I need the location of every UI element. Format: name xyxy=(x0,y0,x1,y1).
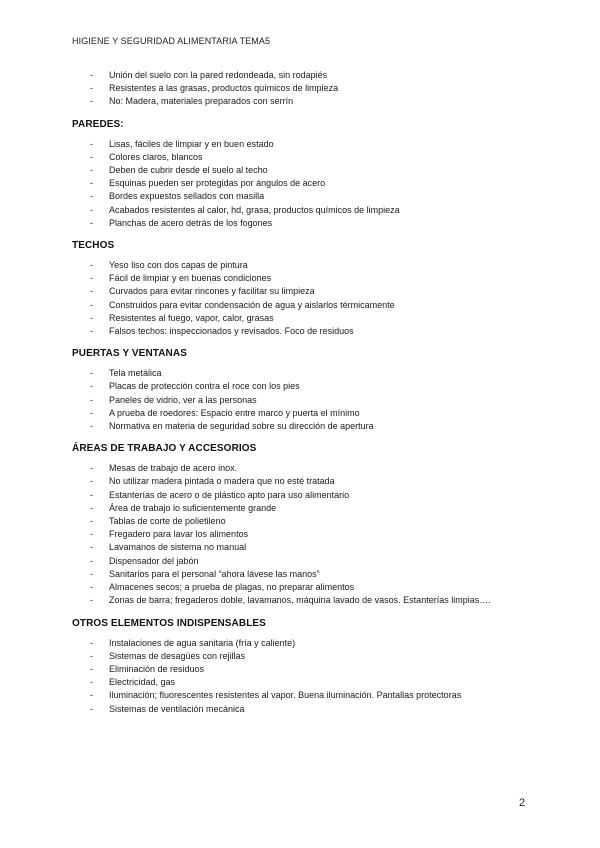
bullet-dash: - xyxy=(90,555,93,566)
list-item: - Yeso liso con dos capas de pintura xyxy=(72,259,532,272)
bullet-dash: - xyxy=(90,165,93,176)
bullet-dash: - xyxy=(90,204,93,215)
bullet-dash: - xyxy=(90,690,93,701)
bullet-dash: - xyxy=(90,637,93,648)
bullet-dash: - xyxy=(90,568,93,579)
list-item: - Sanitarios para el personal “ahora lávese las manos” xyxy=(72,568,532,581)
bullet-dash: - xyxy=(90,299,93,310)
list-item: - Resistentes al fuego, vapor, calor, grasas xyxy=(72,312,532,325)
bullet-dash: - xyxy=(90,96,93,107)
running-header: HIGIENE Y SEGURIDAD ALIMENTARIA TEMA5 xyxy=(72,36,271,46)
bullet-dash: - xyxy=(90,178,93,189)
page-number: 2 xyxy=(519,797,526,809)
list-item: - Esquinas pueden ser protegidas por ángulos de acero xyxy=(72,177,532,190)
section-heading-puertas-ventanas: PUERTAS Y VENTANAS xyxy=(72,348,187,360)
list-item: - Eliminación de residuos xyxy=(72,663,532,676)
list-item: - Paneles de vidrio, ver a las personas xyxy=(72,394,532,407)
bullet-dash: - xyxy=(90,312,93,323)
bullet-dash: - xyxy=(90,677,93,688)
list-item: - Unión del suelo con la pared redondeada, sin rodapiés xyxy=(72,69,532,82)
list-item: - Bordes expuestos sellados con masilla xyxy=(72,190,532,203)
bullet-dash: - xyxy=(90,407,93,418)
bullet-dash: - xyxy=(90,394,93,405)
areas-trabajo-list xyxy=(72,462,532,607)
list-item: - Electricidad, gas xyxy=(72,676,532,689)
list-item: - Iluminación; fluorescentes resistentes al vapor. Buena iluminación. Pantallas protectoras xyxy=(72,689,532,702)
bullet-dash: - xyxy=(90,516,93,527)
section-heading-otros-elementos: OTROS ELEMENTOS INDISPENSABLES xyxy=(72,617,266,629)
bullet-dash: - xyxy=(90,529,93,540)
list-item: - Zonas de barra; fregaderos doble, lavamanos, máquina lavado de vasos. Estanterías limpias…. xyxy=(72,594,532,607)
bullet-dash: - xyxy=(90,595,93,606)
list-item: - Dispensador del jabón xyxy=(72,555,532,568)
document-body xyxy=(72,69,532,716)
list-item: - Lisas, fáciles de limpiar y en buen estado xyxy=(72,138,532,151)
section-heading-paredes: PAREDES: xyxy=(72,118,124,130)
list-item: - Tablas de corte de polietileno xyxy=(72,515,532,528)
list-item: - No utilizar madera pintada o madera que no esté tratada xyxy=(72,475,532,488)
bullet-dash: - xyxy=(90,703,93,714)
list-item: - Área de trabajo lo suficientemente grande xyxy=(72,502,532,515)
bullet-dash: - xyxy=(90,138,93,149)
bullet-dash: - xyxy=(90,70,93,80)
techos-list xyxy=(72,259,532,338)
list-item: - Fácil de limpiar y en buenas condiciones xyxy=(72,272,532,285)
bullet-dash: - xyxy=(90,191,93,202)
bullet-dash: - xyxy=(90,502,93,513)
list-item: - Tela metálica xyxy=(72,367,532,380)
list-item: - Fregadero para lavar los alimentos xyxy=(72,528,532,541)
bullet-dash: - xyxy=(90,582,93,593)
list-item: - Acabados resistentes al calor, hd, grasa, productos químicos de limpieza xyxy=(72,204,532,217)
bullet-dash: - xyxy=(90,326,93,337)
bullet-dash: - xyxy=(90,476,93,487)
list-item: - Instalaciones de agua sanitaria (fría y caliente) xyxy=(72,637,532,650)
bullet-dash: - xyxy=(90,421,93,432)
intro-list xyxy=(72,69,532,109)
bullet-dash: - xyxy=(90,286,93,297)
bullet-dash: - xyxy=(90,381,93,392)
list-item: - Planchas de acero detrás de los fogones xyxy=(72,217,532,230)
bullet-dash: - xyxy=(90,663,93,674)
list-item: - Lavamanos de sistema no manual xyxy=(72,541,532,554)
list-item: - Normativa en materia de seguridad sobre su dirección de apertura xyxy=(72,420,532,433)
bullet-dash: - xyxy=(90,217,93,228)
list-item: - No: Madera, materiales preparados con serrín xyxy=(72,95,532,108)
bullet-dash: - xyxy=(90,368,93,379)
list-item: - A prueba de roedores: Espacio entre marco y puerta el mínimo xyxy=(72,407,532,420)
list-item: - Sistemas de desagües con rejillas xyxy=(72,650,532,663)
bullet-dash: - xyxy=(90,83,93,94)
bullet-dash: - xyxy=(90,463,93,474)
bullet-dash: - xyxy=(90,542,93,553)
bullet-dash: - xyxy=(90,650,93,661)
list-item: - Falsos techos: inspeccionados y revisados. Foco de residuos xyxy=(72,325,532,338)
list-item: - Colores claros, blancos xyxy=(72,151,532,164)
otros-elementos-list xyxy=(72,637,532,716)
list-item: - Placas de protección contra el roce con los pies xyxy=(72,380,532,393)
list-item: - Resistentes a las grasas, productos químicos de limpieza xyxy=(72,82,532,95)
bullet-dash: - xyxy=(90,151,93,162)
puertas-ventanas-list xyxy=(72,367,532,433)
list-item: - Estanterías de acero o de plástico apto para uso alimentario xyxy=(72,489,532,502)
bullet-dash: - xyxy=(90,260,93,271)
section-heading-techos: TECHOS xyxy=(72,240,115,252)
paredes-list xyxy=(72,138,532,230)
section-heading-areas-trabajo: ÁREAS DE TRABAJO Y ACCESORIOS xyxy=(72,443,257,455)
bullet-dash: - xyxy=(90,489,93,500)
list-item: - Mesas de trabajo de acero inox. xyxy=(72,462,532,475)
list-item: - Deben de cubrir desde el suelo al techo xyxy=(72,164,532,177)
list-item: - Curvados para evitar rincones y facilitar su limpieza xyxy=(72,285,532,298)
list-item: - Sistemas de ventilación mecánica xyxy=(72,703,532,716)
list-item: - Almacenes secos; a prueba de plagas, no preparar alimentos xyxy=(72,581,532,594)
list-item: - Construidos para evitar condensación de agua y aislarlos térmicamente xyxy=(72,299,532,312)
bullet-dash: - xyxy=(90,273,93,284)
